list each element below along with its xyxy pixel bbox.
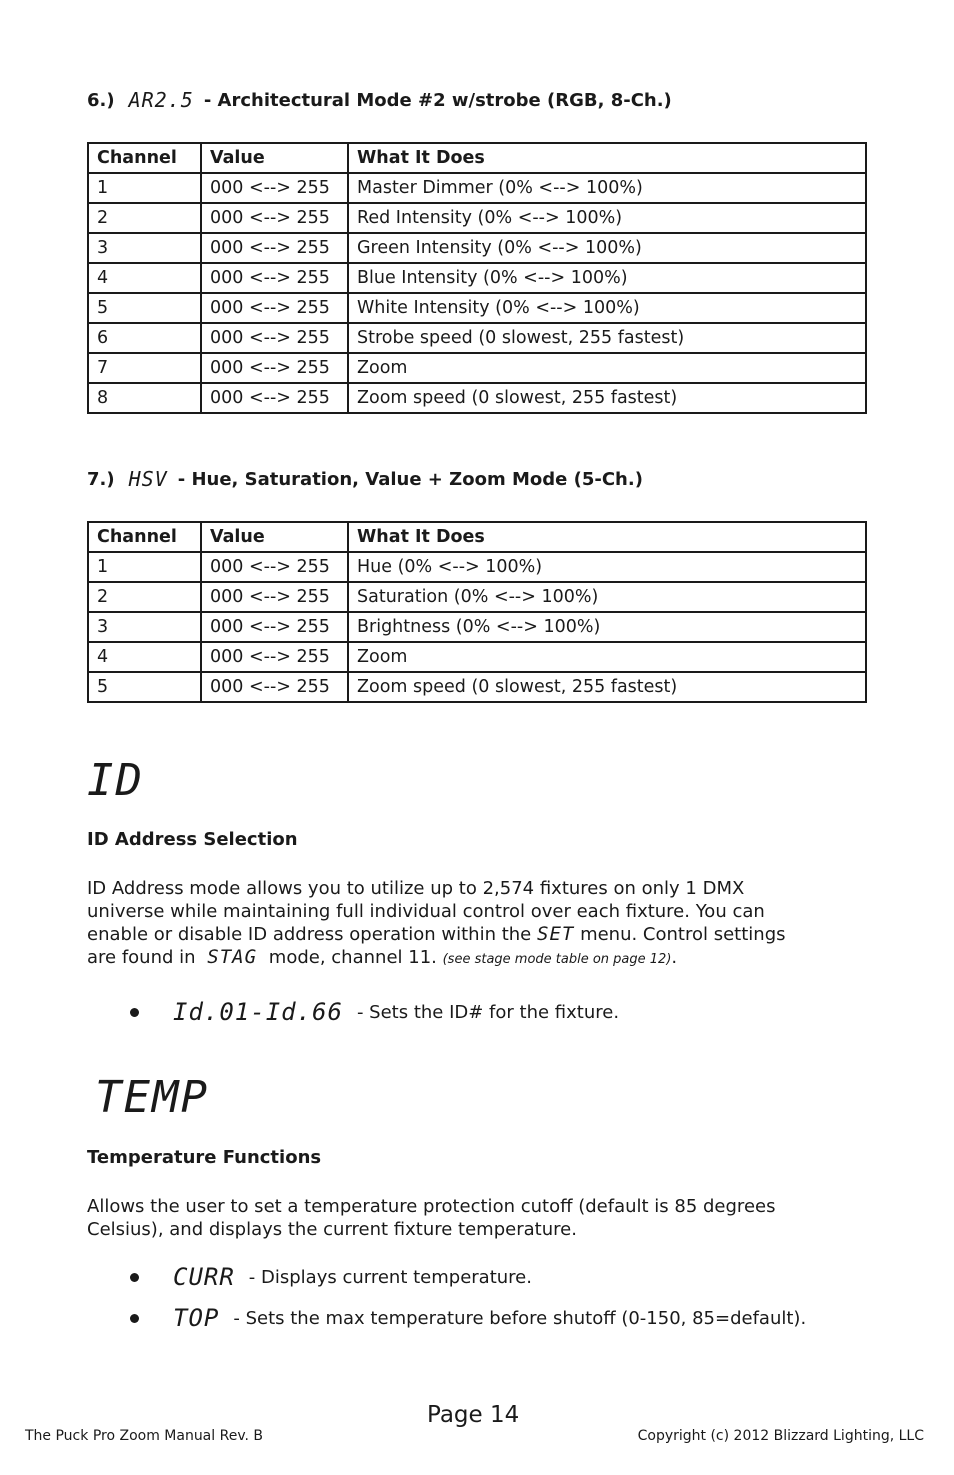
section-7-heading xyxy=(87,467,643,491)
cell-description: Zoom speed (0 slowest, 255 fastest) xyxy=(348,672,866,702)
cell-value: 000 <--> 255 xyxy=(201,173,348,203)
cell-channel: 1 xyxy=(88,173,201,203)
lcd-curr-code: CURR xyxy=(173,1263,235,1291)
cell-description: Zoom speed (0 slowest, 255 fastest) xyxy=(348,383,866,413)
cell-value: 000 <--> 255 xyxy=(201,233,348,263)
cell-channel: 5 xyxy=(88,293,201,323)
id-para-line xyxy=(87,946,877,971)
section-6-heading xyxy=(87,88,672,112)
table-row xyxy=(88,203,866,233)
id-para-text: enable or disable ID address operation within the xyxy=(87,924,532,945)
cell-value: 000 <--> 255 xyxy=(201,552,348,582)
header-what-it-does: What It Does xyxy=(348,143,866,173)
bullet-icon xyxy=(130,1273,139,1282)
cell-channel: 3 xyxy=(88,233,201,263)
id-para-text: mode, channel 11. xyxy=(268,947,437,968)
cell-value: 000 <--> 255 xyxy=(201,263,348,293)
bullet-text: - Sets the ID# for the fixture. xyxy=(356,1001,620,1023)
header-channel: Channel xyxy=(88,143,201,173)
header-channel: Channel xyxy=(88,522,201,552)
cell-description: Zoom xyxy=(348,642,866,672)
cell-description: Red Intensity (0% <--> 100%) xyxy=(348,203,866,233)
cell-value: 000 <--> 255 xyxy=(201,612,348,642)
header-value: Value xyxy=(201,522,348,552)
channel-table-hsv xyxy=(87,521,867,703)
table-row xyxy=(88,582,866,612)
cell-channel: 8 xyxy=(88,383,201,413)
id-para-line xyxy=(87,923,877,946)
cell-value: 000 <--> 255 xyxy=(201,203,348,233)
cell-value: 000 <--> 255 xyxy=(201,353,348,383)
lcd-top-code: TOP xyxy=(173,1304,220,1332)
table-row xyxy=(88,263,866,293)
cell-channel: 3 xyxy=(88,612,201,642)
id-para-text: . xyxy=(671,947,678,968)
lcd-temp-code: TEMP xyxy=(95,1072,209,1123)
table-row xyxy=(88,552,866,582)
lcd-mode-code: AR2.5 xyxy=(128,88,194,112)
id-para-line: universe while maintaining full individual control over each fixture. You can xyxy=(87,901,765,922)
cell-value: 000 <--> 255 xyxy=(201,582,348,612)
cell-channel: 2 xyxy=(88,203,201,233)
cell-channel: 4 xyxy=(88,263,201,293)
section-title: - Architectural Mode #2 w/strobe (RGB, 8-Ch.) xyxy=(203,89,672,111)
list-item xyxy=(130,1304,806,1332)
id-heading: ID Address Selection xyxy=(87,829,298,850)
cell-value: 000 <--> 255 xyxy=(201,642,348,672)
id-paragraph xyxy=(87,877,877,971)
cell-channel: 2 xyxy=(88,582,201,612)
table-header-row xyxy=(88,143,866,173)
section-number: 7.) xyxy=(87,468,115,490)
cell-description: Zoom xyxy=(348,353,866,383)
bullet-text: - Displays current temperature. xyxy=(248,1266,532,1288)
temp-para-line: Celsius), and displays the current fixture temperature. xyxy=(87,1219,577,1240)
table-row xyxy=(88,612,866,642)
cell-description: Hue (0% <--> 100%) xyxy=(348,552,866,582)
cell-value: 000 <--> 255 xyxy=(201,293,348,323)
cell-channel: 1 xyxy=(88,552,201,582)
lcd-mode-code: HSV xyxy=(128,467,168,491)
table-row xyxy=(88,353,866,383)
bullet-text: - Sets the max temperature before shutoff (0-150, 85=default). xyxy=(233,1307,807,1329)
table-row xyxy=(88,233,866,263)
bullet-icon xyxy=(130,1008,139,1017)
header-value: Value xyxy=(201,143,348,173)
section-title: - Hue, Saturation, Value + Zoom Mode (5-Ch.) xyxy=(177,468,643,490)
list-item xyxy=(130,998,619,1026)
section-number: 6.) xyxy=(87,89,115,111)
bullet-icon xyxy=(130,1314,139,1323)
channel-table-ar25 xyxy=(87,142,867,414)
lcd-set-code: SET xyxy=(537,923,575,945)
cell-description: Brightness (0% <--> 100%) xyxy=(348,612,866,642)
lcd-id-range-code: Id.01-Id.66 xyxy=(173,998,343,1026)
list-item xyxy=(130,1263,532,1291)
id-para-text: are found in xyxy=(87,947,196,968)
cell-value: 000 <--> 255 xyxy=(201,672,348,702)
footer-manual-title: The Puck Pro Zoom Manual Rev. B xyxy=(25,1428,264,1444)
table-row xyxy=(88,672,866,702)
page-number: Page 14 xyxy=(427,1402,520,1428)
cell-channel: 5 xyxy=(88,672,201,702)
table-row xyxy=(88,293,866,323)
table-row xyxy=(88,173,866,203)
table-row xyxy=(88,323,866,353)
temp-heading: Temperature Functions xyxy=(87,1147,322,1168)
header-what-it-does: What It Does xyxy=(348,522,866,552)
cell-value: 000 <--> 255 xyxy=(201,383,348,413)
temp-para-line: Allows the user to set a temperature protection cutoff (default is 85 degrees xyxy=(87,1196,776,1217)
cell-description: White Intensity (0% <--> 100%) xyxy=(348,293,866,323)
cell-channel: 7 xyxy=(88,353,201,383)
footer-copyright: Copyright (c) 2012 Blizzard Lighting, LLC xyxy=(637,1428,924,1444)
cell-description: Saturation (0% <--> 100%) xyxy=(348,582,866,612)
temp-paragraph xyxy=(87,1195,877,1241)
cell-channel: 6 xyxy=(88,323,201,353)
id-para-text: menu. Control settings xyxy=(580,924,786,945)
lcd-stag-code: STAG xyxy=(207,946,258,968)
table-row xyxy=(88,383,866,413)
id-para-line: ID Address mode allows you to utilize up to 2,574 fixtures on only 1 DMX xyxy=(87,878,745,899)
cell-description: Green Intensity (0% <--> 100%) xyxy=(348,233,866,263)
cell-description: Strobe speed (0 slowest, 255 fastest) xyxy=(348,323,866,353)
table-row xyxy=(88,642,866,672)
cell-description: Blue Intensity (0% <--> 100%) xyxy=(348,263,866,293)
cell-description: Master Dimmer (0% <--> 100%) xyxy=(348,173,866,203)
lcd-id-code: ID xyxy=(87,755,144,806)
table-header-row xyxy=(88,522,866,552)
page-reference-note: (see stage mode table on page 12) xyxy=(442,952,672,967)
cell-value: 000 <--> 255 xyxy=(201,323,348,353)
cell-channel: 4 xyxy=(88,642,201,672)
